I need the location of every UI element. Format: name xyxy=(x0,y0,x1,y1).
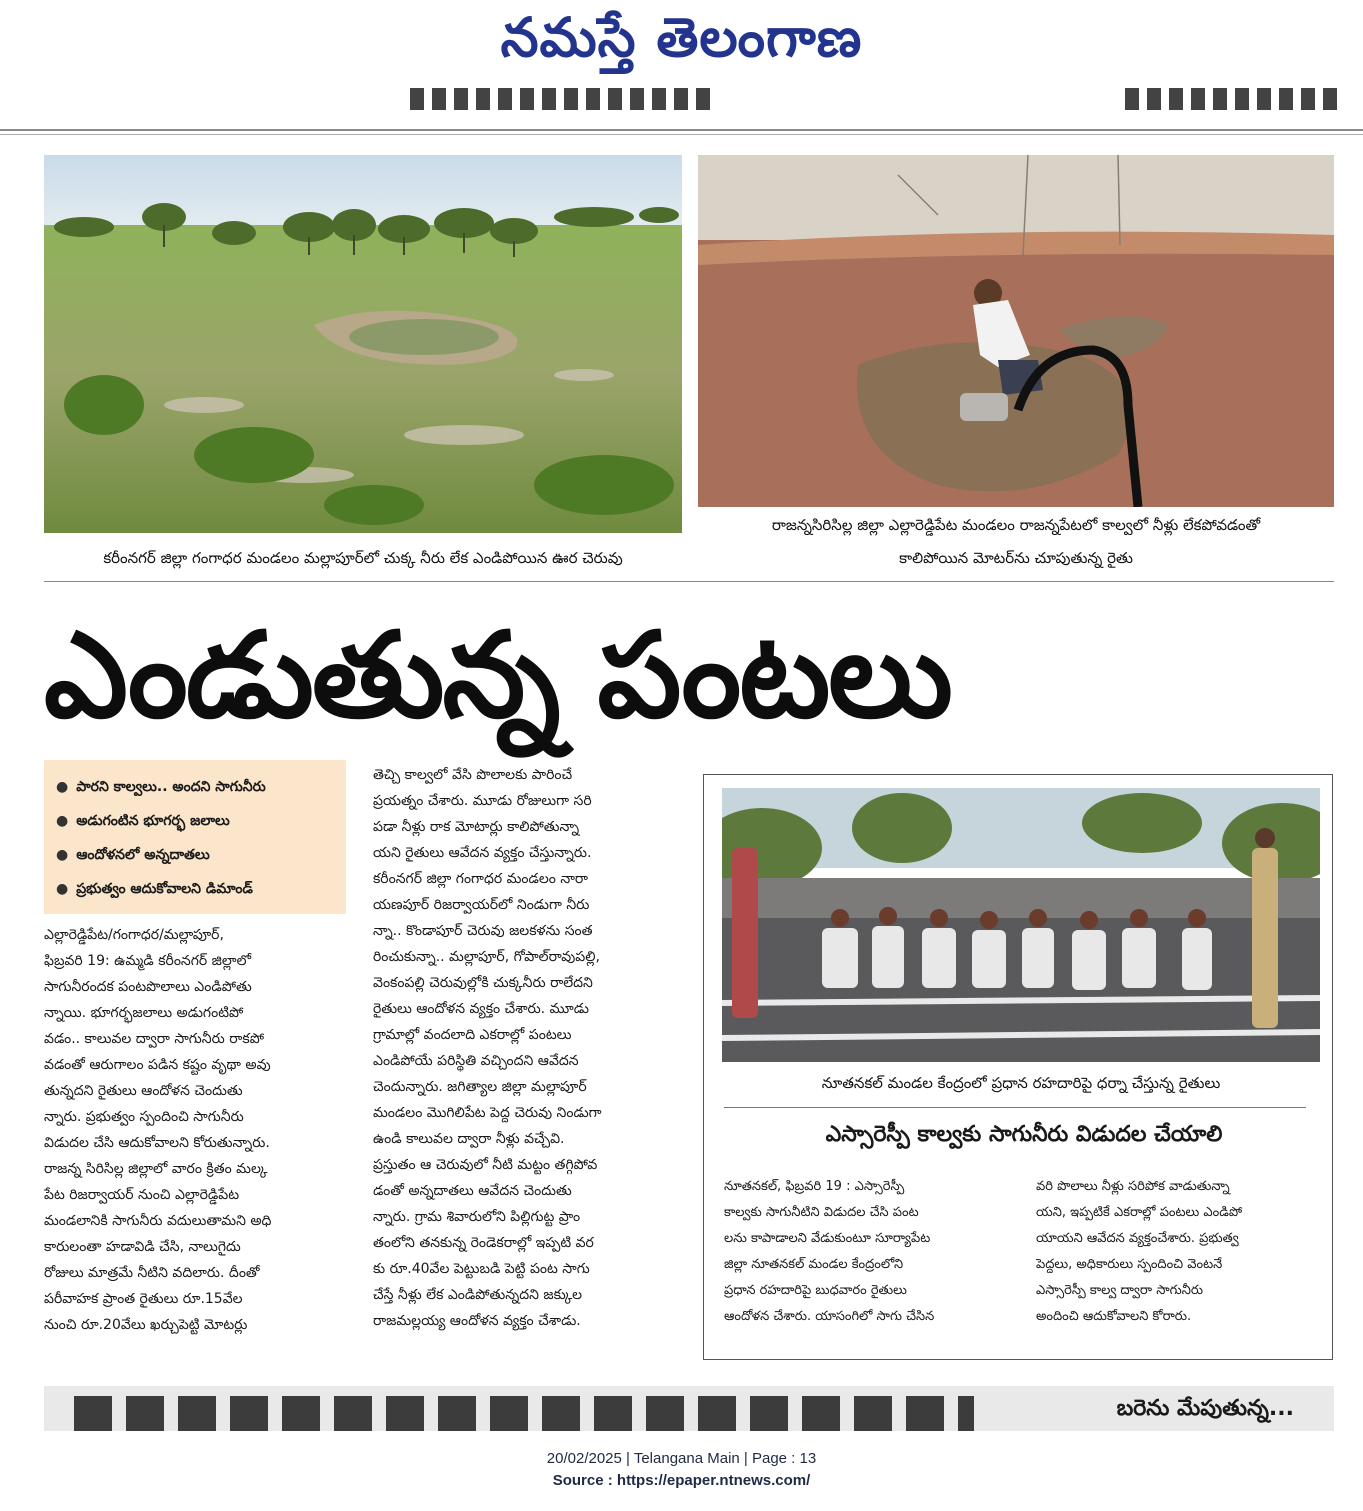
text-line: ఎస్సారెస్పీ కాల్వ ద్వారా సాగునీరు xyxy=(1036,1283,1204,1298)
text-line: న్నాయి. భూగర్భజలాలు అడుగంటిపో xyxy=(44,1005,244,1021)
text-line: మండలం మొగిలిపేట పెద్ద చెరువు నిండుగా xyxy=(373,1105,602,1121)
text-line: మండలానికి సాగునీరు వదులుతామని అధి xyxy=(44,1213,272,1229)
text-line: రైతులు ఆందోళన వ్యక్తం చేశారు. మూడు xyxy=(373,1001,589,1017)
text-line: పేట రిజర్వాయర్ నుంచి ఎల్లారెడ్డిపేట xyxy=(44,1187,240,1203)
text-line: న్నా.. కొండాపూర్ చెరువు జలకళను సంత xyxy=(373,923,593,939)
text-line: జిల్లా నూతనకల్ మండల కేంద్రంలోని xyxy=(724,1257,904,1272)
newspaper-logo: నమస్తే తెలంగాణ xyxy=(500,6,863,69)
text-line: యని, ఇప్పటికే ఎకరాల్లో పంటలు ఎండిపో xyxy=(1036,1205,1243,1220)
bullet-icon: ● xyxy=(56,847,69,863)
text-line: విడుదల చేసి ఆదుకోవాలని కోరుతున్నారు. xyxy=(44,1135,270,1151)
text-line: రోజులు మాత్రమే నీటిని వదిలారు. దీంతో xyxy=(44,1265,260,1281)
cropped-heading-fragment xyxy=(410,88,710,110)
text-line: కాల్వకు సాగునీటిని విడుదల చేసి పంట xyxy=(724,1205,919,1220)
text-line: పరీవాహక ప్రాంత రైతులు రూ.15వేల xyxy=(44,1291,243,1307)
main-headline: ఎండుతున్న పంటలు xyxy=(44,606,951,744)
text-line: చెందున్నారు. జగిత్యాల జిల్లా మల్లాపూర్ xyxy=(373,1079,587,1095)
text-line: న్నారు. గ్రామ శివారులోని పిల్లిగుట్ట ప్రాం xyxy=(373,1209,581,1225)
text-line: ప్రధాన రహదారిపై బుధవారం రైతులు xyxy=(724,1283,907,1298)
highlight-item: ● ప్రభుత్వం ఆదుకోవాలని డిమాండ్ xyxy=(56,881,253,897)
text-line: డంతో అన్నదాతలు ఆవేదన చెందుతు xyxy=(373,1183,572,1199)
dried-lake-photo xyxy=(44,155,682,533)
text-line: ఉండి కాలువల ద్వారా నీళ్లు వచ్చేవి. xyxy=(373,1131,565,1147)
caption-farmer-motor-2: కాలిపోయిన మోటర్‌ను చూపుతున్న రైతు xyxy=(899,549,1133,567)
text-line: యాయని ఆవేదన వ్యక్తంచేశారు. ప్రభుత్వ xyxy=(1036,1231,1239,1246)
text-line: కారులంతా హడావిడి చేసి, నాలుగైదు xyxy=(44,1239,241,1255)
text-line: ప్రయత్నం చేశారు. మూడు రోజులుగా సరి xyxy=(373,793,592,809)
bullet-icon: ● xyxy=(56,881,69,897)
text-line: ఫిబ్రవరి 19: ఉమ్మడి కరీంనగర్ జిల్లాలో xyxy=(44,953,251,969)
text-line: వెంకంపల్లి చెరువుల్లోకి చుక్కనీరు రాలేదని xyxy=(373,975,593,991)
text-line: రించుకున్నా.. మల్లాపూర్, గోపాల్‌రావుపల్లి, xyxy=(373,949,600,965)
text-line: చేస్తే నీళ్లు లేక ఎండిపోతున్నదని జక్కుల xyxy=(373,1287,583,1303)
text-line: నుంచి రూ.20వేలు ఖర్చుపెట్టి మోటర్లు xyxy=(44,1317,248,1333)
text-line: తెచ్చి కాల్వలో వేసి పొలాలకు పారించే xyxy=(373,767,573,783)
highlight-item: ● పారని కాల్వలు.. అందని సాగునీరు xyxy=(56,779,266,795)
text-line: పడా నీళ్లు రాక మోటార్లు కాలిపోతున్నా xyxy=(373,819,580,835)
caption-protest: నూతనకల్ మండల కేంద్రంలో ప్రధాన రహదారిపై ధర్నా చేస్తున్న రైతులు xyxy=(821,1074,1221,1092)
next-story-teaser: బరెను మేపుతున్న... xyxy=(1116,1396,1294,1421)
article-column-2 xyxy=(373,762,678,1334)
text-line: యని రైతులు ఆవేదన వ్యక్తం చేస్తున్నారు. xyxy=(373,845,592,861)
farmer-motor-photo xyxy=(698,155,1334,507)
text-line: సాగునీరందక పంటపొలాలు ఎండిపోతు xyxy=(44,979,252,995)
masthead-rule-thin xyxy=(0,134,1363,135)
footer xyxy=(0,1448,1363,1492)
protest-photo xyxy=(722,788,1320,1062)
masthead-rule xyxy=(0,129,1363,131)
article-column-1 xyxy=(44,922,346,1338)
text-line: యణపూర్ రిజర్వాయర్‌లో నిండుగా నీరు xyxy=(373,897,590,913)
text-line: ఎల్లారెడ్డిపేట/గంగాధర/మల్లాపూర్, xyxy=(44,927,224,943)
text-line: అందించి ఆదుకోవాలని కోరారు. xyxy=(1036,1309,1192,1324)
cropped-headline-fragment xyxy=(74,1396,974,1431)
srsp-headline: ఎస్సారెస్పీ కాల్వకు సాగునీరు విడుదల చేయాలి xyxy=(825,1122,1223,1147)
bullet-icon: ● xyxy=(56,813,69,829)
text-line: తంలోని తనకున్న రెండెకరాల్లో ఇప్పటి వర xyxy=(373,1235,594,1251)
text-line: వడం.. కాలువల ద్వారా సాగునీరు రాకపో xyxy=(44,1031,264,1047)
text-line: లను కాపాడాలని వేడుకుంటూ సూర్యాపేట xyxy=(724,1231,931,1246)
highlight-item: ● ఆందోళనలో అన్నదాతలు xyxy=(56,847,210,863)
text-line: రాజన్న సిరిసిల్ల జిల్లాలో వారం క్రితం మల్క xyxy=(44,1161,268,1177)
text-line: గ్రామాల్లో వందలాది ఎకరాల్లో పంటలు xyxy=(373,1027,572,1043)
text-line: ఆందోళన చేశారు. యాసంగిలో సాగు చేసిన xyxy=(724,1309,935,1324)
srsp-column-a xyxy=(724,1174,1014,1330)
footer-date-page: 20/02/2025 | Telangana Main | Page : 13 xyxy=(546,1450,817,1467)
text-line: తున్నదని రైతులు ఆందోళన చెందుతు xyxy=(44,1083,243,1099)
caption-dried-lake: కరీంనగర్ జిల్లా గంగాధర మండలం మల్లాపూర్‌లో చుక్క నీరు లేక ఎండిపోయిన ఊర చెరువు xyxy=(103,549,623,567)
text-line: కరీంనగర్ జిల్లా గంగాధర మండలం నారా xyxy=(373,871,588,887)
highlight-item: ● అడుగంటిన భూగర్భ జలాలు xyxy=(56,813,230,829)
footer-source[interactable]: Source : https://epaper.ntnews.com/ xyxy=(552,1472,811,1489)
story-rule xyxy=(724,1107,1306,1108)
next-story-strip xyxy=(44,1386,1334,1431)
caption-farmer-motor-1: రాజన్నసిరిసిల్ల జిల్లా ఎల్లారెడ్డిపేట మండలం రాజన్నపేటలో కాల్వలో నీళ్లు లేకపోవడంతో xyxy=(771,516,1261,534)
text-line: రాజమల్లయ్య ఆందోళన వ్యక్తం చేశాడు. xyxy=(373,1313,581,1329)
cropped-heading-fragment-right xyxy=(1125,88,1345,110)
text-line: కు రూ.40వేల పెట్టుబడి పెట్టి పంట సాగు xyxy=(373,1261,590,1277)
text-line: వడంతో ఆరుగాలం పడిన కష్టం వృథా అవు xyxy=(44,1057,271,1073)
text-line: ప్రస్తుతం ఆ చెరువులో నీటి మట్టం తగ్గిపోవ xyxy=(373,1157,598,1173)
text-line: నూతనకల్, ఫిబ్రవరి 19 : ఎస్సారెస్పీ xyxy=(724,1179,905,1194)
text-line: ఎండిపోయే పరిస్థితి వచ్చిందని ఆవేదన xyxy=(373,1053,579,1069)
masthead xyxy=(0,0,1363,80)
text-line: వరి పొలాలు నీళ్లు సరిపోక వాడుతున్నా xyxy=(1036,1179,1230,1194)
text-line: న్నారు. ప్రభుత్వం స్పందించి సాగునీరు xyxy=(44,1109,244,1125)
highlights-box xyxy=(44,760,346,914)
bullet-icon: ● xyxy=(56,779,69,795)
srsp-column-b xyxy=(1036,1174,1326,1330)
text-line: పెద్దలు, అధికారులు స్పందించి వెంటనే xyxy=(1036,1257,1223,1272)
section-rule xyxy=(44,581,1334,582)
